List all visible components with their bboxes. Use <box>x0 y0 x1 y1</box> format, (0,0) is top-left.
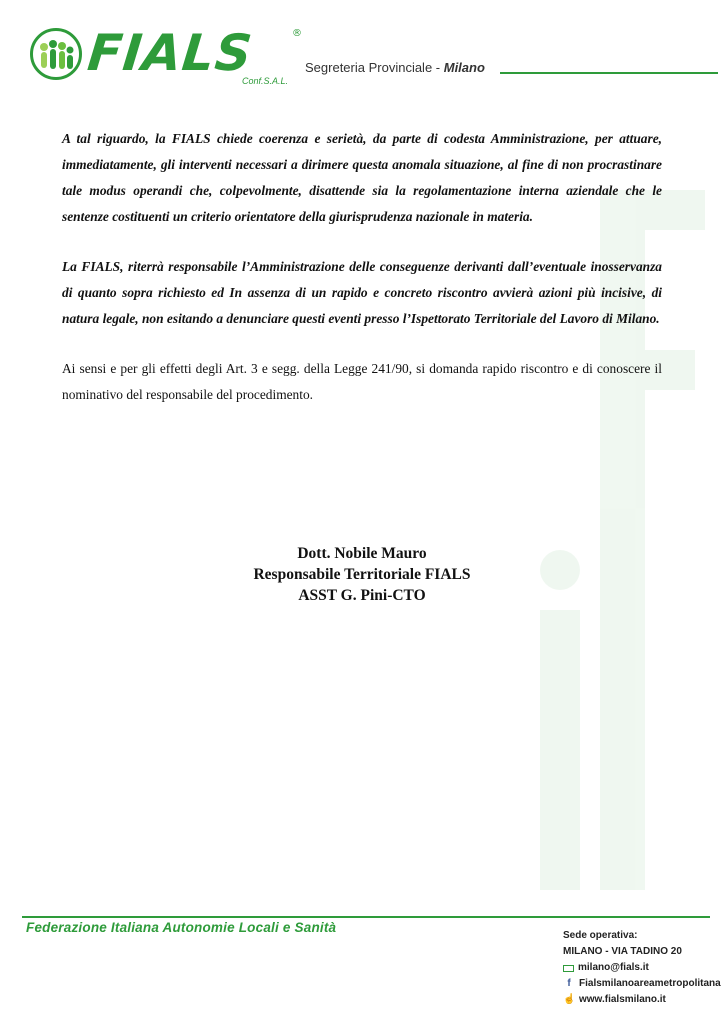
email-row[interactable] <box>563 960 721 976</box>
sede-label: Sede operativa: <box>563 930 638 941</box>
federation-name: Federazione Italiana Autonomie Locali e Sanità <box>26 920 337 935</box>
letter-body <box>62 126 662 408</box>
facebook-link[interactable]: Fialsmilanoareametropolitana <box>579 978 721 989</box>
logo-subtitle: Conf.S.A.L. <box>242 76 289 86</box>
registered-mark: ® <box>292 28 302 39</box>
footer-divider <box>22 916 710 918</box>
office-title <box>305 60 485 75</box>
logo-wordmark: FIALS <box>84 24 256 82</box>
paragraph-request: A tal riguardo, la FIALS chiede coerenza e serietà, da parte di codesta Amministrazione, per attuare, immediatamente, gli interventi necessari a dirimere questa anomala situazione, al fine di non procrastinare tale modus operandi che, colpevolmente, disattende sia la regolamentazione interna aziendale che le sentenze costituenti un criterio orientatore della giurisprudenza nazionale in materia. <box>62 131 662 224</box>
office-label: Segreteria Provinciale - <box>305 60 444 75</box>
paragraph-legal-reference: Ai sensi e per gli effetti degli Art. 3 e segg. della Legge 241/90, si domanda rapido riscontro e di conoscere il nominativo del responsabile del procedimento. <box>62 361 662 402</box>
mail-icon <box>563 965 574 972</box>
office-city: Milano <box>443 60 485 75</box>
website-link[interactable]: www.fialsmilano.it <box>579 994 666 1005</box>
email-link[interactable]: milano@fials.it <box>578 962 649 973</box>
header-divider <box>500 72 718 74</box>
signatory-role: Responsabile Territoriale FIALS <box>253 566 471 583</box>
people-emblem-icon <box>30 28 82 80</box>
signatory-name: Dott. Nobile Mauro <box>297 545 427 562</box>
paragraph-responsibility: La FIALS, riterrà responsabile l’Amministrazione delle conseguenze derivanti dall’eventuale inosservanza di quanto sopra richiesto ed In assenza di un rapido e concreto riscontro avvierà azioni più incisive, di natura legale, non esitando a denunciare questi eventi presso l’Ispettorato Territoriale del Lavoro di Milano. <box>62 259 662 326</box>
website-row[interactable] <box>563 992 721 1008</box>
facebook-row[interactable] <box>563 976 721 992</box>
address: MILANO - VIA TADINO 20 <box>563 946 682 957</box>
facebook-icon: f <box>567 978 571 989</box>
fials-logo <box>30 26 310 86</box>
contact-block <box>563 928 721 1008</box>
pointer-hand-icon: ☝ <box>563 994 576 1005</box>
signatory-organization: ASST G. Pini-CTO <box>298 587 426 604</box>
letterhead <box>0 0 724 100</box>
signature-block <box>0 543 724 606</box>
